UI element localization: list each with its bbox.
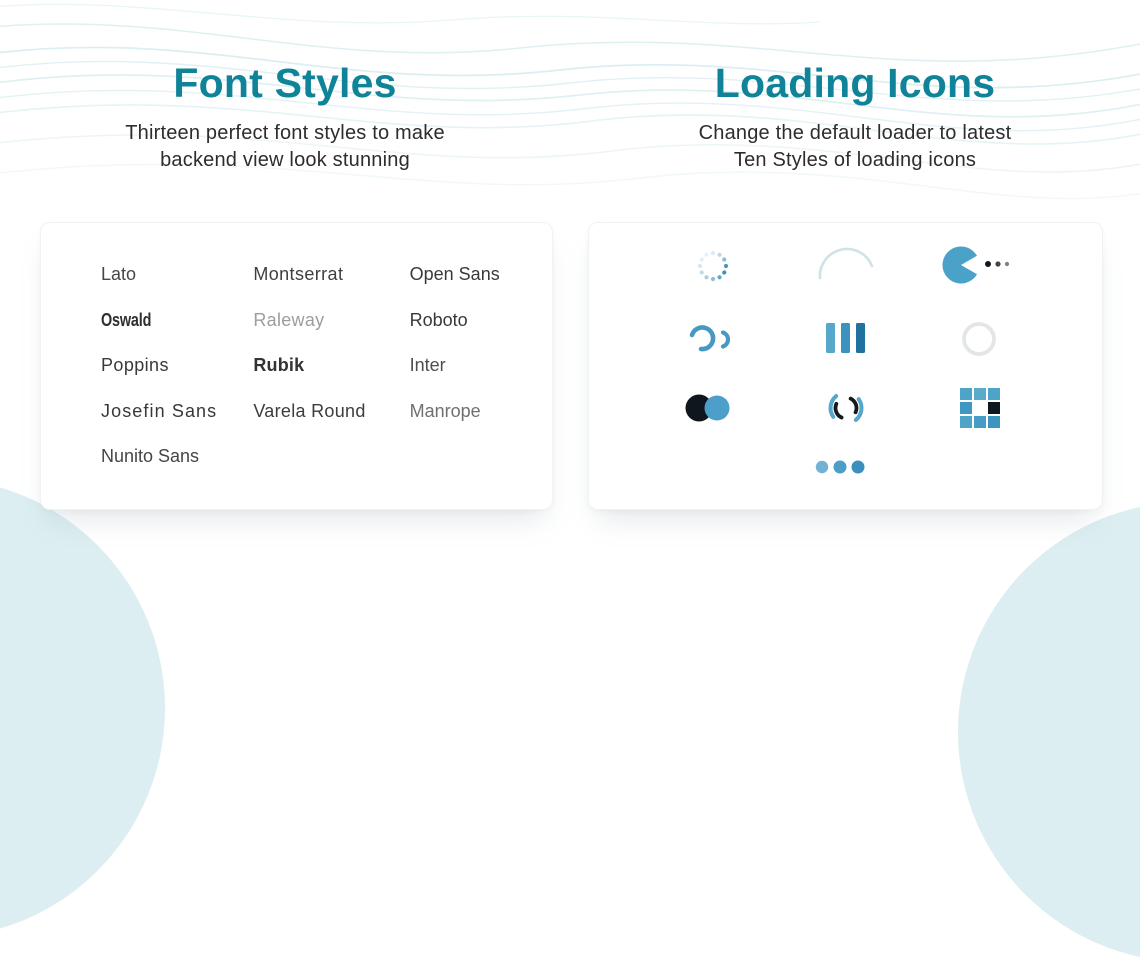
- font-list-column-2: [253, 252, 409, 480]
- corner-blob-right: [958, 502, 1140, 962]
- font-style-roboto: Roboto: [409, 309, 468, 330]
- font-styles-subtitle-line1: Thirteen perfect font styles to make: [125, 122, 445, 144]
- font-list: [41, 223, 552, 480]
- font-style-manrope: Manrope: [409, 400, 481, 421]
- loading-icons-card: [588, 222, 1103, 510]
- font-style-rubik: Rubik: [253, 355, 305, 376]
- font-style-lato: Lato: [101, 264, 137, 285]
- font-styles-title: Font Styles: [173, 60, 397, 106]
- font-style-open-sans: Open Sans: [409, 264, 500, 285]
- loading-icons-section: [570, 0, 1140, 174]
- dotted-ring-spinner-icon: [693, 246, 733, 286]
- bars-loader-icon: [826, 322, 866, 354]
- font-styles-subtitle-line2: backend view look stunning: [160, 149, 410, 171]
- font-style-montserrat: Montserrat: [253, 264, 344, 285]
- loading-icons-subtitle-line2: Ten Styles of loading icons: [733, 149, 977, 171]
- font-style-varela-round: Varela Round: [253, 400, 366, 421]
- font-styles-card: [40, 222, 553, 510]
- corner-blob-left: [0, 478, 165, 938]
- loader-grid: [589, 223, 1102, 509]
- font-styles-subtitle: [0, 120, 570, 174]
- pacman-loader-icon: [941, 243, 1017, 287]
- broken-ring-spinner-icon: [822, 384, 870, 432]
- loading-icons-subtitle: [570, 120, 1140, 174]
- font-style-oswald: Oswald: [101, 309, 152, 330]
- font-styles-section: [0, 0, 570, 174]
- font-style-nunito-sans: Nunito Sans: [101, 446, 200, 467]
- font-style-josefin-sans: Josefin Sans: [101, 400, 218, 421]
- font-list-column-3: [410, 252, 552, 480]
- dual-ball-loader-icon: [685, 392, 733, 424]
- ring-loader-icon: [960, 320, 998, 358]
- font-style-inter: Inter: [409, 355, 446, 376]
- arc-spinner-icon: [814, 234, 878, 292]
- loading-icons-subtitle-line1: Change the default loader to latest: [698, 122, 1012, 144]
- three-dots-loader-icon: [815, 459, 865, 475]
- font-style-poppins: Poppins: [101, 355, 169, 376]
- double-arc-spinner-icon: [687, 320, 739, 356]
- loading-icons-title: Loading Icons: [714, 60, 996, 106]
- font-list-column-1: [101, 252, 253, 480]
- font-style-raleway: Raleway: [253, 309, 325, 330]
- grid-squares-loader-icon: [960, 388, 1000, 428]
